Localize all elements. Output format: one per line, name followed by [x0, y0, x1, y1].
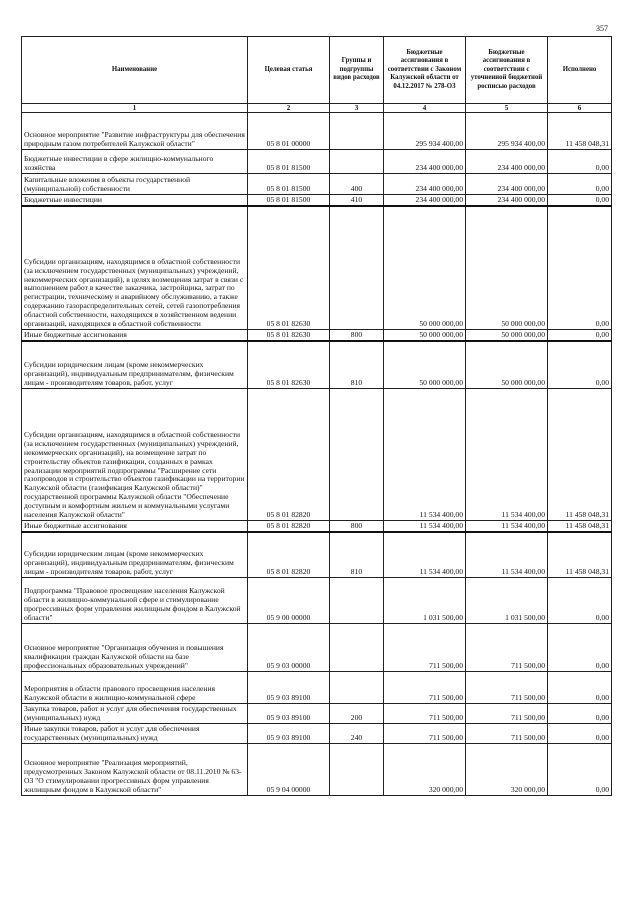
- row-expense-group: 400: [330, 174, 384, 195]
- row-refined-amount: 1 031 500,00: [466, 578, 548, 624]
- row-refined-amount: 711 500,00: [466, 724, 548, 744]
- row-executed-amount: 0,00: [548, 174, 612, 195]
- row-law-amount: 234 400 000,00: [384, 174, 466, 195]
- budget-table: [21, 36, 612, 796]
- row-expense-group: [330, 672, 384, 704]
- row-law-amount: 711 500,00: [384, 704, 466, 724]
- row-target-article: 05 8 01 82820: [248, 532, 330, 578]
- row-name: Субсидии юридическим лицам (кроме некоммерческих организаций), индивидуальным предпринимателям, физическим лицам - производителям товаров, работ, услуг: [22, 532, 248, 578]
- row-name: Иные бюджетные ассигнования: [22, 330, 248, 341]
- row-executed-amount: 0,00: [548, 672, 612, 704]
- page-number: 357: [596, 24, 608, 33]
- row-target-article: 05 8 01 82630: [248, 330, 330, 341]
- row-law-amount: 234 400 000,00: [384, 150, 466, 174]
- row-law-amount: 711 500,00: [384, 624, 466, 672]
- row-refined-amount: 234 400 000,00: [466, 174, 548, 195]
- row-name: Мероприятия в области правового просвещения населения Калужской области в жилищно-коммунальной сфере: [22, 672, 248, 704]
- header-executed: Исполнено: [548, 37, 612, 104]
- row-refined-amount: 711 500,00: [466, 624, 548, 672]
- row-name: Бюджетные инвестиции: [22, 195, 248, 206]
- row-expense-group: [330, 624, 384, 672]
- row-target-article: 05 8 01 81500: [248, 195, 330, 206]
- row-executed-amount: 11 458 048,31: [548, 521, 612, 532]
- row-target-article: 05 9 00 00000: [248, 578, 330, 624]
- row-expense-group: 810: [330, 341, 384, 389]
- table-row: [22, 624, 612, 672]
- row-target-article: 05 9 03 89100: [248, 704, 330, 724]
- row-executed-amount: 0,00: [548, 578, 612, 624]
- row-name: Субсидии организациям, находящимся в областной собственности (за исключением государственных (муниципальных) учреждений, некоммерческих организаций), на возмещение затрат по строительству объектов газификации, созданных в рамках реализации мероприятий подпрограммы "Расширение сети газопроводов и строительство объектов газификации на территории Калужской области (газификация Калужской области)" государственной программы Калужской области "Обеспечение доступным и комфортным жильем и коммунальными услугами населения Калужской области": [22, 389, 248, 521]
- column-number: 6: [548, 104, 612, 113]
- table-row: [22, 532, 612, 578]
- row-name: Подпрограмма "Правовое просвещение населения Калужской области в жилищно-коммунальной сфере и стимулирование прогрессивных форм управления жилищным фондом в Калужской области": [22, 578, 248, 624]
- table-row: [22, 704, 612, 724]
- row-target-article: 05 8 01 82630: [248, 206, 330, 330]
- table-row: [22, 578, 612, 624]
- row-name: Основное мероприятие "Организация обучения и повышения квалификации граждан Калужской области на базе профессиональных образовательных учреждений": [22, 624, 248, 672]
- row-refined-amount: 11 534 400,00: [466, 521, 548, 532]
- row-name: Бюджетные инвестиции в сфере жилищно-коммунального хозяйства: [22, 150, 248, 174]
- row-law-amount: 1 031 500,00: [384, 578, 466, 624]
- row-law-amount: 11 534 400,00: [384, 521, 466, 532]
- row-target-article: 05 9 04 00000: [248, 744, 330, 796]
- header-expense-group: Группы и подгруппы видов расходов: [330, 37, 384, 104]
- row-executed-amount: 0,00: [548, 724, 612, 744]
- row-refined-amount: 711 500,00: [466, 704, 548, 724]
- row-name: Капитальные вложения в объекты государственной (муниципальной) собственности: [22, 174, 248, 195]
- row-refined-amount: 11 534 400,00: [466, 532, 548, 578]
- header-target-article: Целевая статья: [248, 37, 330, 104]
- row-target-article: 05 8 01 82820: [248, 389, 330, 521]
- table-row: [22, 672, 612, 704]
- row-law-amount: 50 000 000,00: [384, 330, 466, 341]
- row-expense-group: 800: [330, 521, 384, 532]
- row-refined-amount: 11 534 400,00: [466, 389, 548, 521]
- row-law-amount: 11 534 400,00: [384, 389, 466, 521]
- row-name: Основное мероприятие "Реализация мероприятий, предусмотренных Законом Калужской области от 08.11.2010 № 63-ОЗ "О стимулировании прогрессивных форм управления жилищным фондом в Калужской области": [22, 744, 248, 796]
- row-expense-group: 800: [330, 330, 384, 341]
- table-row: [22, 341, 612, 389]
- row-target-article: 05 8 01 81500: [248, 174, 330, 195]
- row-refined-amount: 234 400 000,00: [466, 195, 548, 206]
- column-number: 5: [466, 104, 548, 113]
- row-law-amount: 295 934 400,00: [384, 113, 466, 150]
- row-expense-group: [330, 744, 384, 796]
- column-number: 1: [22, 104, 248, 113]
- row-target-article: 05 8 01 00000: [248, 113, 330, 150]
- row-target-article: 05 8 01 82820: [248, 521, 330, 532]
- row-name: Основное мероприятие "Развитие инфраструктуры для обеспечения природным газом потребителей Калужской области": [22, 113, 248, 150]
- row-law-amount: 50 000 000,00: [384, 206, 466, 330]
- row-law-amount: 234 400 000,00: [384, 195, 466, 206]
- row-name: Закупка товаров, работ и услуг для обеспечения государственных (муниципальных) нужд: [22, 704, 248, 724]
- table-row: [22, 195, 612, 206]
- row-name: Иные закупки товаров, работ и услуг для обеспечения государственных (муниципальных) нужд: [22, 724, 248, 744]
- row-executed-amount: 0,00: [548, 195, 612, 206]
- row-refined-amount: 711 500,00: [466, 672, 548, 704]
- row-refined-amount: 234 400 000,00: [466, 150, 548, 174]
- row-name: Субсидии организациям, находящимся в областной собственности (за исключением государственных (муниципальных) учреждений, некоммерческих организаций), в целях возмещения затрат в связи с выполнением работ в качестве заказчика, застройщика, затрат по регистрации, техническому и аварийному обслуживанию, а также содержанию газораспределительных сетей, сетей газопотребления областной собственности, находящихся в хозяйственном ведении организаций, находящихся в областной собственности: [22, 206, 248, 330]
- row-law-amount: 50 000 000,00: [384, 341, 466, 389]
- row-refined-amount: 50 000 000,00: [466, 206, 548, 330]
- row-target-article: 05 8 01 82630: [248, 341, 330, 389]
- row-target-article: 05 8 01 81500: [248, 150, 330, 174]
- row-expense-group: [330, 150, 384, 174]
- header-row: [22, 37, 612, 104]
- row-expense-group: 200: [330, 704, 384, 724]
- row-executed-amount: 0,00: [548, 341, 612, 389]
- row-expense-group: [330, 206, 384, 330]
- table-row: [22, 174, 612, 195]
- table-row: [22, 389, 612, 521]
- row-executed-amount: 0,00: [548, 150, 612, 174]
- row-executed-amount: 0,00: [548, 744, 612, 796]
- header-law-allocations: Бюджетные ассигнования в соответствии с Законом Калужской области от 04.12.2017 № 278-ОЗ: [384, 37, 466, 104]
- row-law-amount: 320 000,00: [384, 744, 466, 796]
- table-row: [22, 521, 612, 532]
- row-executed-amount: 0,00: [548, 330, 612, 341]
- row-executed-amount: 11 458 048,31: [548, 389, 612, 521]
- header-refined-allocations: Бюджетные ассигнования в соответствии с уточненной бюджетной росписью расходов: [466, 37, 548, 104]
- table-row: [22, 744, 612, 796]
- table-row: [22, 206, 612, 330]
- row-law-amount: 711 500,00: [384, 672, 466, 704]
- row-name: Иные бюджетные ассигнования: [22, 521, 248, 532]
- table-row: [22, 113, 612, 150]
- row-expense-group: [330, 578, 384, 624]
- table-row: [22, 150, 612, 174]
- header-name: Наименование: [22, 37, 248, 104]
- row-expense-group: [330, 113, 384, 150]
- row-executed-amount: 0,00: [548, 206, 612, 330]
- column-number-row: [22, 104, 612, 113]
- row-law-amount: 11 534 400,00: [384, 532, 466, 578]
- row-target-article: 05 9 03 89100: [248, 724, 330, 744]
- row-refined-amount: 320 000,00: [466, 744, 548, 796]
- row-executed-amount: 0,00: [548, 704, 612, 724]
- row-law-amount: 711 500,00: [384, 724, 466, 744]
- row-expense-group: 410: [330, 195, 384, 206]
- column-number: 2: [248, 104, 330, 113]
- row-target-article: 05 9 03 89100: [248, 672, 330, 704]
- row-expense-group: 810: [330, 532, 384, 578]
- row-expense-group: 240: [330, 724, 384, 744]
- row-refined-amount: 295 934 400,00: [466, 113, 548, 150]
- row-executed-amount: 11 458 048,31: [548, 113, 612, 150]
- table-row: [22, 330, 612, 341]
- column-number: 4: [384, 104, 466, 113]
- row-executed-amount: 0,00: [548, 624, 612, 672]
- table-row: [22, 724, 612, 744]
- row-refined-amount: 50 000 000,00: [466, 341, 548, 389]
- row-target-article: 05 9 03 00000: [248, 624, 330, 672]
- row-refined-amount: 50 000 000,00: [466, 330, 548, 341]
- column-number: 3: [330, 104, 384, 113]
- row-name: Субсидии юридическим лицам (кроме некоммерческих организаций), индивидуальным предпринимателям, физическим лицам - производителям товаров, работ, услуг: [22, 341, 248, 389]
- row-expense-group: [330, 389, 384, 521]
- row-executed-amount: 11 458 048,31: [548, 532, 612, 578]
